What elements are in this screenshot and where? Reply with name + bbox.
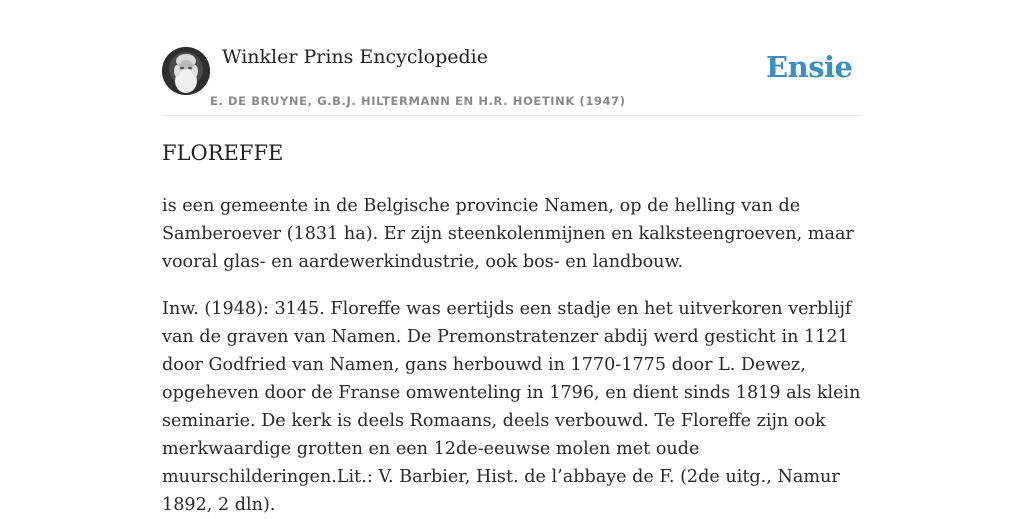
bearded-man-portrait-icon xyxy=(162,47,210,95)
article-paragraph: Inw. (1948): 3145. Floreffe was eertijds een stadje en het uitverkoren verblijf van de graven van Namen. De Premonstratenzer abdij werd gesticht in 1121 door Godfried van Namen, gans herbouwd in 1770-1775 door L. Dewez, opgeheven door de Franse omwenteling in 1796, en dient sinds 1819 als klein seminarie. De kerk is deels Romaans, deels verbouwd. Te Floreffe zijn ook merkwaardige grotten en een 12de-eeuwse molen met oude muurschilderingen.Lit.: V. Barbier, Hist. de l’abbaye de F. (2de uitg., Namur 1892, 2 dln). xyxy=(162,299,861,515)
authors-byline[interactable]: E. DE BRUYNE, G.B.J. HILTERMANN EN H.R. HOETINK (1947) xyxy=(210,94,626,108)
article-paragraph: is een gemeente in de Belgische provincie Namen, op de helling van de Samberoever (1831 ha). Er zijn steenkolenmijnen en kalksteengroeven, maar vooral glas- en aardewerkindustrie, ook bos- en landbouw. xyxy=(162,196,854,272)
entry-title: FLOREFFE xyxy=(162,141,284,165)
header-divider xyxy=(162,115,862,116)
site-title[interactable]: Winkler Prins Encyclopedie xyxy=(222,46,488,68)
brand-logo[interactable]: Ensie xyxy=(766,50,853,84)
author-avatar xyxy=(162,47,210,95)
